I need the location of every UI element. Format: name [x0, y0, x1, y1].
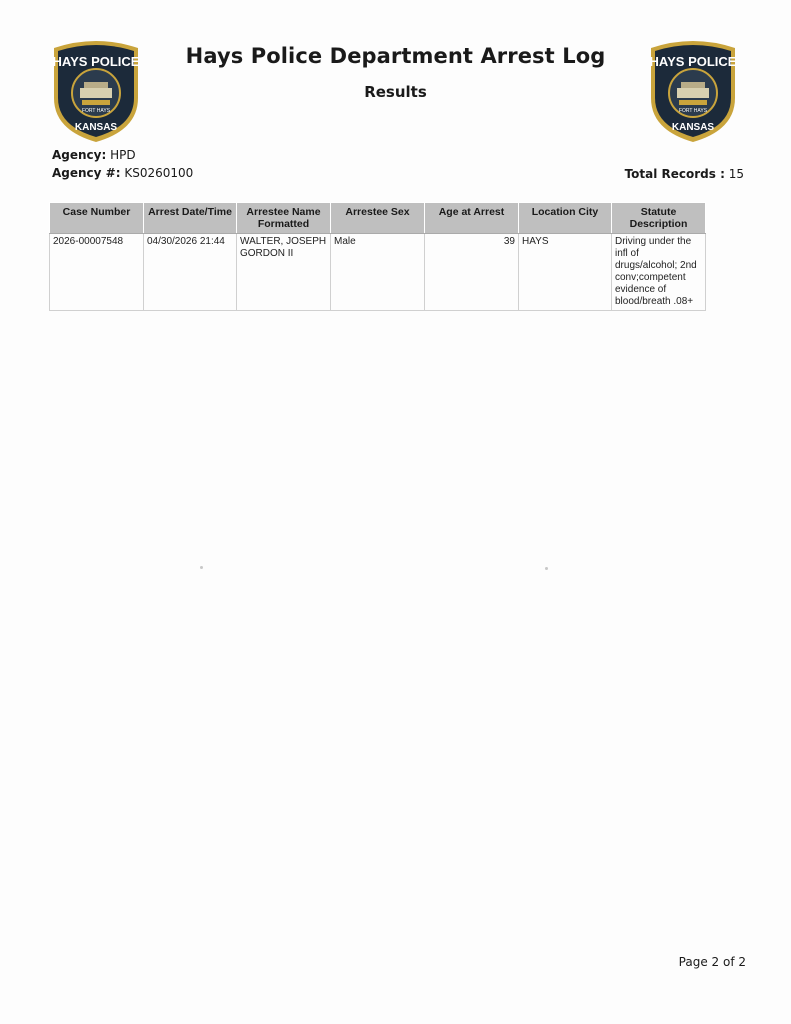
- arrest-datetime-cell: 04/30/2026 21:44: [144, 234, 237, 311]
- scan-speck: [545, 567, 548, 570]
- scan-speck: [200, 566, 203, 569]
- table-row: [50, 234, 706, 311]
- badge-graphic: [643, 38, 743, 144]
- column-header-arrest-datetime: Arrest Date/Time: [144, 203, 237, 234]
- svg-text:FORT HAYS: FORT HAYS: [81, 108, 111, 114]
- svg-text:HAYS POLICE: HAYS POLICE: [649, 54, 737, 69]
- location-city-cell: HAYS: [519, 234, 612, 311]
- total-records-label: Total Records :: [624, 167, 725, 181]
- agency-value: HPD: [110, 148, 136, 162]
- agency-line: [52, 148, 136, 162]
- svg-text:FORT HAYS: FORT HAYS: [678, 108, 708, 114]
- total-records-value: 15: [728, 167, 744, 181]
- column-header-arrestee-name: Arrestee Name Formatted: [237, 203, 331, 234]
- total-records: [625, 167, 744, 181]
- column-header-case-number: Case Number: [50, 203, 144, 234]
- arrestee-name-cell: WALTER, JOSEPH GORDON II: [237, 234, 331, 311]
- table-header-row: [50, 203, 706, 234]
- column-header-location-city: Location City: [519, 203, 612, 234]
- column-header-arrestee-sex: Arrestee Sex: [331, 203, 425, 234]
- svg-text:KANSAS: KANSAS: [671, 122, 715, 133]
- agency-number-label: Agency #:: [52, 166, 121, 180]
- column-header-statute-description: Statute Description: [612, 203, 706, 234]
- agency-number-value: KS0260100: [124, 166, 194, 180]
- statute-description-cell: Driving under the infl of drugs/alcohol; 2nd conv;competent evidence of blood/breath .08+: [612, 234, 706, 311]
- agency-label: Agency:: [52, 148, 107, 162]
- police-badge-logo-right: [643, 38, 743, 144]
- page-subtitle: Results: [364, 83, 427, 101]
- arrest-log-table: [49, 202, 706, 311]
- agency-number-line: [52, 166, 193, 180]
- arrestee-sex-cell: Male: [331, 234, 425, 311]
- page-number: Page 2 of 2: [678, 955, 746, 969]
- case-number-cell: 2026-00007548: [50, 234, 144, 311]
- page-title: Hays Police Department Arrest Log: [185, 44, 606, 68]
- column-header-age-at-arrest: Age at Arrest: [425, 203, 519, 234]
- age-at-arrest-cell: 39: [425, 234, 519, 311]
- svg-text:KANSAS: KANSAS: [74, 122, 118, 133]
- svg-text:HAYS POLICE: HAYS POLICE: [52, 54, 140, 69]
